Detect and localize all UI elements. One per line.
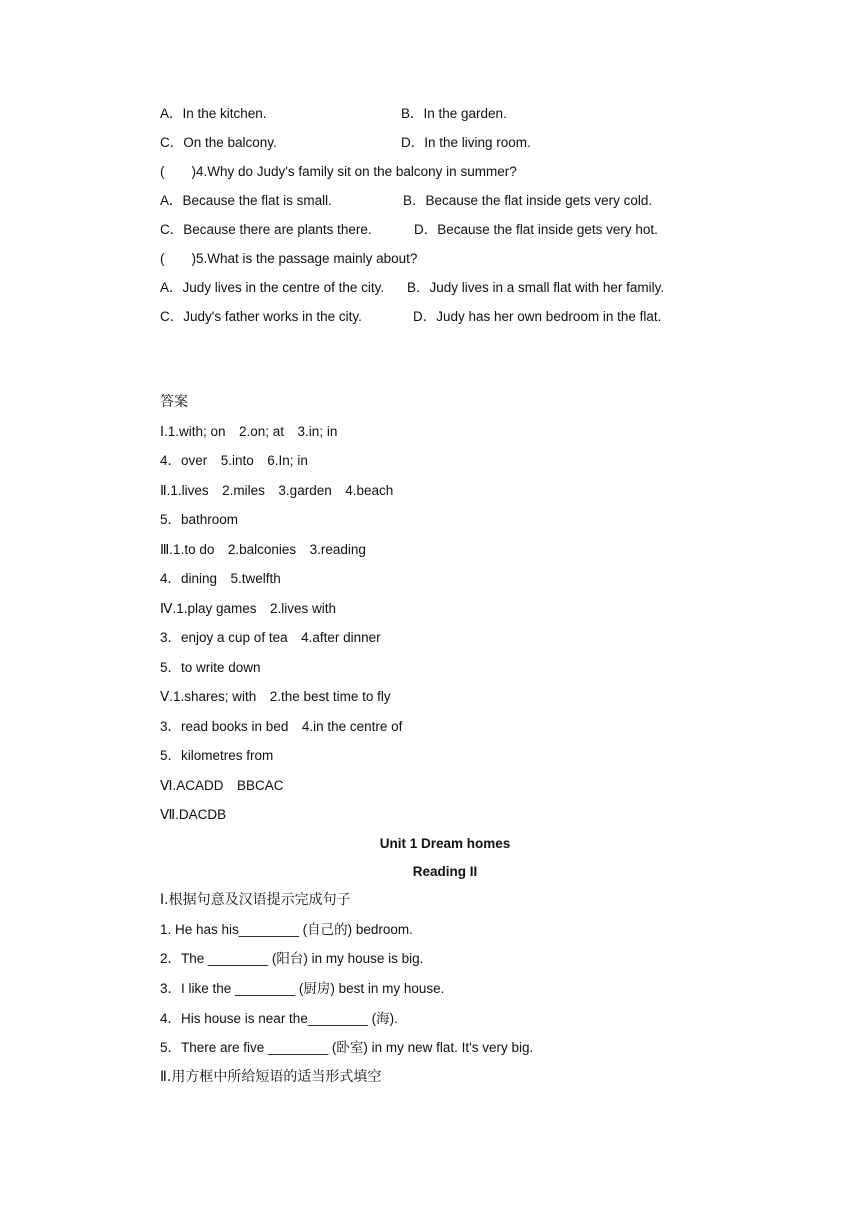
q5-option-d: D．Judy has her own bedroom in the flat.	[413, 309, 662, 324]
answer-line: Ⅶ.DACDB	[160, 807, 227, 822]
q5-option-a: A．Judy lives in the centre of the city.	[160, 280, 385, 295]
exercise-item: 5．There are five ________ (卧室) in my new flat. It's very big.	[160, 1040, 534, 1055]
answer-line: 5．bathroom	[160, 512, 239, 527]
answer-line: Ⅳ.1.play games 2.lives with	[160, 601, 337, 616]
q3-option-d: D．In the living room.	[401, 135, 531, 150]
q4-option-b: B．Because the flat inside gets very cold.	[403, 193, 653, 208]
q3-option-a: A．In the kitchen.	[160, 106, 267, 121]
q3-option-c: C．On the balcony.	[160, 135, 277, 150]
answer-line: Ⅵ.ACADD BBCAC	[160, 778, 284, 793]
q5-option-b: B．Judy lives in a small flat with her family.	[407, 280, 665, 295]
q4-option-a: A．Because the flat is small.	[160, 193, 332, 208]
answer-line: 5．kilometres from	[160, 748, 274, 763]
q4-option-c: C．Because there are plants there.	[160, 222, 372, 237]
q4-option-d: D．Because the flat inside gets very hot.	[414, 222, 658, 237]
answer-line: 3．enjoy a cup of tea 4.after dinner	[160, 630, 381, 645]
answer-line: 3．read books in bed 4.in the centre of	[160, 719, 403, 734]
answer-line: Ⅴ.1.shares; with 2.the best time to fly	[160, 689, 391, 704]
answer-line: Ⅲ.1.to do 2.balconies 3.reading	[160, 542, 366, 557]
section-2-heading: Ⅱ.用方框中所给短语的适当形式填空	[160, 1069, 382, 1085]
question-5: ( )5.What is the passage mainly about?	[160, 251, 418, 266]
unit-subtitle: Reading II	[412, 864, 478, 879]
answer-line: Ⅰ.1.with; on 2.on; at 3.in; in	[160, 424, 338, 439]
question-4: ( )4.Why do Judy's family sit on the balcony in summer?	[160, 164, 517, 179]
section-1-heading: Ⅰ.根据句意及汉语提示完成句子	[160, 892, 351, 908]
answer-line: 4．over 5.into 6.In; in	[160, 453, 308, 468]
exercise-item: 3．I like the ________ (厨房) best in my house.	[160, 981, 445, 996]
answers-heading: 答案	[160, 394, 188, 410]
answer-line: 5．to write down	[160, 660, 261, 675]
exercise-item: 4．His house is near the________ (海).	[160, 1011, 398, 1026]
exercise-item: 1. He has his________ (自己的) bedroom.	[160, 922, 413, 937]
unit-title: Unit 1 Dream homes	[379, 836, 511, 851]
answer-line: Ⅱ.1.lives 2.miles 3.garden 4.beach	[160, 483, 394, 498]
exercise-item: 2．The ________ (阳台) in my house is big.	[160, 951, 424, 966]
answer-line: 4．dining 5.twelfth	[160, 571, 281, 586]
q3-option-b: B．In the garden.	[401, 106, 507, 121]
q5-option-c: C．Judy's father works in the city.	[160, 309, 362, 324]
